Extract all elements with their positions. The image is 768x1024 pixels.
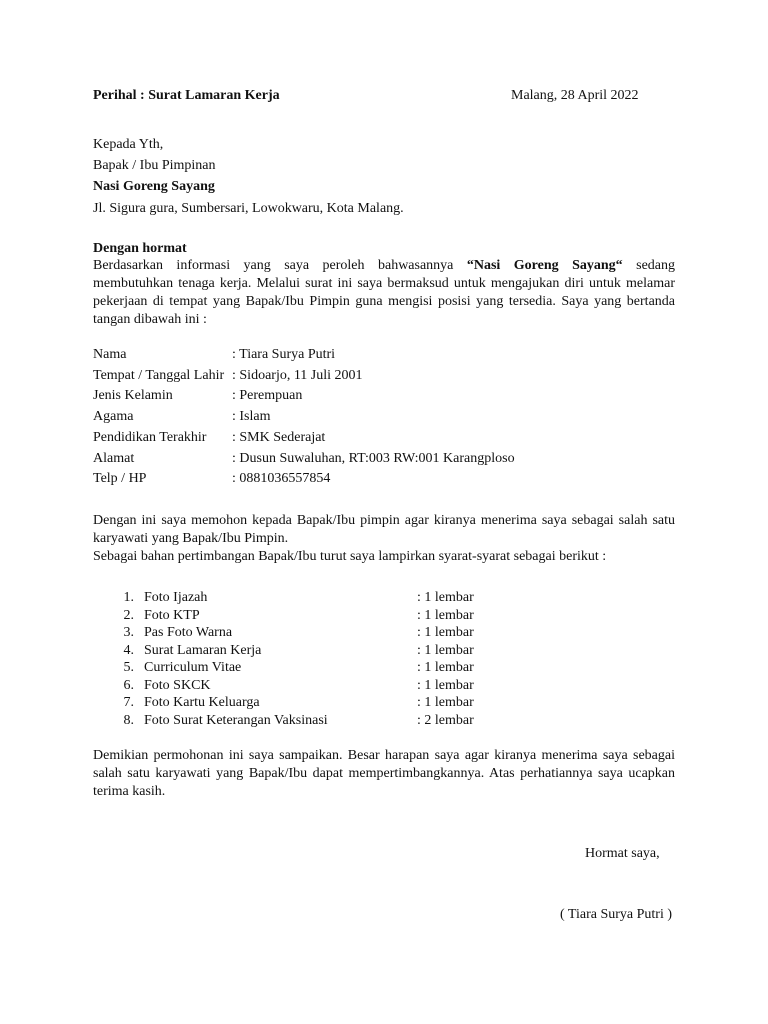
signature-name: ( Tiara Surya Putri ): [560, 907, 672, 922]
recipient-address: Jl. Sigura gura, Sumbersari, Lowokwaru, Kota Malang.: [93, 201, 404, 216]
attachment-quantity: : 1 lembar: [417, 608, 474, 623]
attachment-quantity: : 1 lembar: [417, 695, 474, 710]
closing-line-3: terima kasih.: [93, 784, 166, 799]
signature-salutation: Hormat saya,: [585, 846, 660, 861]
personal-value: : Tiara Surya Putri: [232, 347, 336, 362]
attachment-name: Foto Ijazah: [144, 590, 208, 605]
attachment-quantity: : 1 lembar: [417, 625, 474, 640]
personal-value: : Dusun Suwaluhan, RT:003 RW:001 Karangploso: [232, 451, 515, 466]
recipient-line2: Bapak / Ibu Pimpinan: [93, 158, 216, 173]
attachment-quantity: : 1 lembar: [417, 678, 474, 693]
opening-line-2: membutuhkan tenaga kerja. Melalui surat ini saya bermaksud untuk mengajukan diri untuk melamar: [93, 276, 675, 291]
recipient-company: Nasi Goreng Sayang: [93, 179, 215, 194]
personal-label: Pendidikan Terakhir: [93, 430, 207, 445]
opening-paragraph: [93, 257, 675, 329]
personal-label: Nama: [93, 347, 127, 362]
attachment-name: Pas Foto Warna: [144, 625, 233, 640]
opening-line-1-b: sedang: [622, 258, 675, 273]
attachment-name: Foto Surat Keterangan Vaksinasi: [144, 713, 328, 728]
attachment-quantity: : 2 lembar: [417, 713, 474, 728]
personal-value: : SMK Sederajat: [232, 430, 326, 445]
attachment-name: Curriculum Vitae: [144, 660, 242, 675]
personal-value: : Islam: [232, 409, 271, 424]
personal-label: Tempat / Tanggal Lahir: [93, 368, 225, 383]
personal-label: Alamat: [93, 451, 135, 466]
personal-label: Telp / HP: [93, 471, 147, 486]
attachment-quantity: : 1 lembar: [417, 643, 474, 658]
opening-line-4: tangan dibawah ini :: [93, 312, 207, 327]
attachment-quantity: : 1 lembar: [417, 590, 474, 605]
personal-label: Jenis Kelamin: [93, 388, 173, 403]
attachment-name: Foto KTP: [144, 608, 200, 623]
attachment-number: 2.: [123, 608, 134, 623]
letter-subject: Perihal : Surat Lamaran Kerja: [93, 88, 280, 103]
opening-company-name: “Nasi Goreng Sayang“: [466, 258, 623, 273]
personal-value: : Perempuan: [232, 388, 303, 403]
attachment-number: 5.: [123, 660, 134, 675]
opening-line-3: pekerjaan di tempat yang Bapak/Ibu Pimpin guna mengisi posisi yang tersedia. Saya yang bertanda: [93, 294, 675, 309]
request-line-2: karyawati yang Bapak/Ibu Pimpin.: [93, 531, 289, 546]
closing-line-2: salah satu karyawati yang Bapak/Ibu dapat mempertimbangkannya. Atas perhatiannya saya ucapkan: [93, 766, 675, 781]
attachment-name: Foto SKCK: [144, 678, 211, 693]
greeting: Dengan hormat: [93, 241, 187, 256]
attachment-number: 6.: [123, 678, 134, 693]
request-line-1: Dengan ini saya memohon kepada Bapak/Ibu pimpin agar kiranya menerima saya sebagai salah satu: [93, 513, 675, 528]
attachment-number: 7.: [123, 695, 134, 710]
attachment-number: 3.: [123, 625, 134, 640]
request-line-3: Sebagai bahan pertimbangan Bapak/Ibu turut saya lampirkan syarat-syarat sebagai berikut :: [93, 549, 607, 564]
request-paragraph: [93, 512, 675, 548]
attachment-quantity: : 1 lembar: [417, 660, 474, 675]
recipient-line1: Kepada Yth,: [93, 137, 164, 152]
personal-value: : Sidoarjo, 11 Juli 2001: [232, 368, 363, 383]
closing-paragraph: [93, 747, 675, 801]
attachment-name: Surat Lamaran Kerja: [144, 643, 262, 658]
opening-line-1: [93, 257, 675, 275]
opening-line-1-a: Berdasarkan informasi yang saya peroleh bahwasannya: [93, 258, 467, 273]
personal-label: Agama: [93, 409, 134, 424]
attachment-number: 4.: [123, 643, 134, 658]
attachment-number: 1.: [123, 590, 134, 605]
letter-place-date: Malang, 28 April 2022: [511, 88, 639, 103]
attachment-number: 8.: [123, 713, 134, 728]
closing-line-1: Demikian permohonan ini saya sampaikan. Besar harapan saya agar kiranya menerima saya sebagai: [93, 748, 675, 763]
attachment-name: Foto Kartu Keluarga: [144, 695, 260, 710]
personal-value: : 0881036557854: [232, 471, 331, 486]
